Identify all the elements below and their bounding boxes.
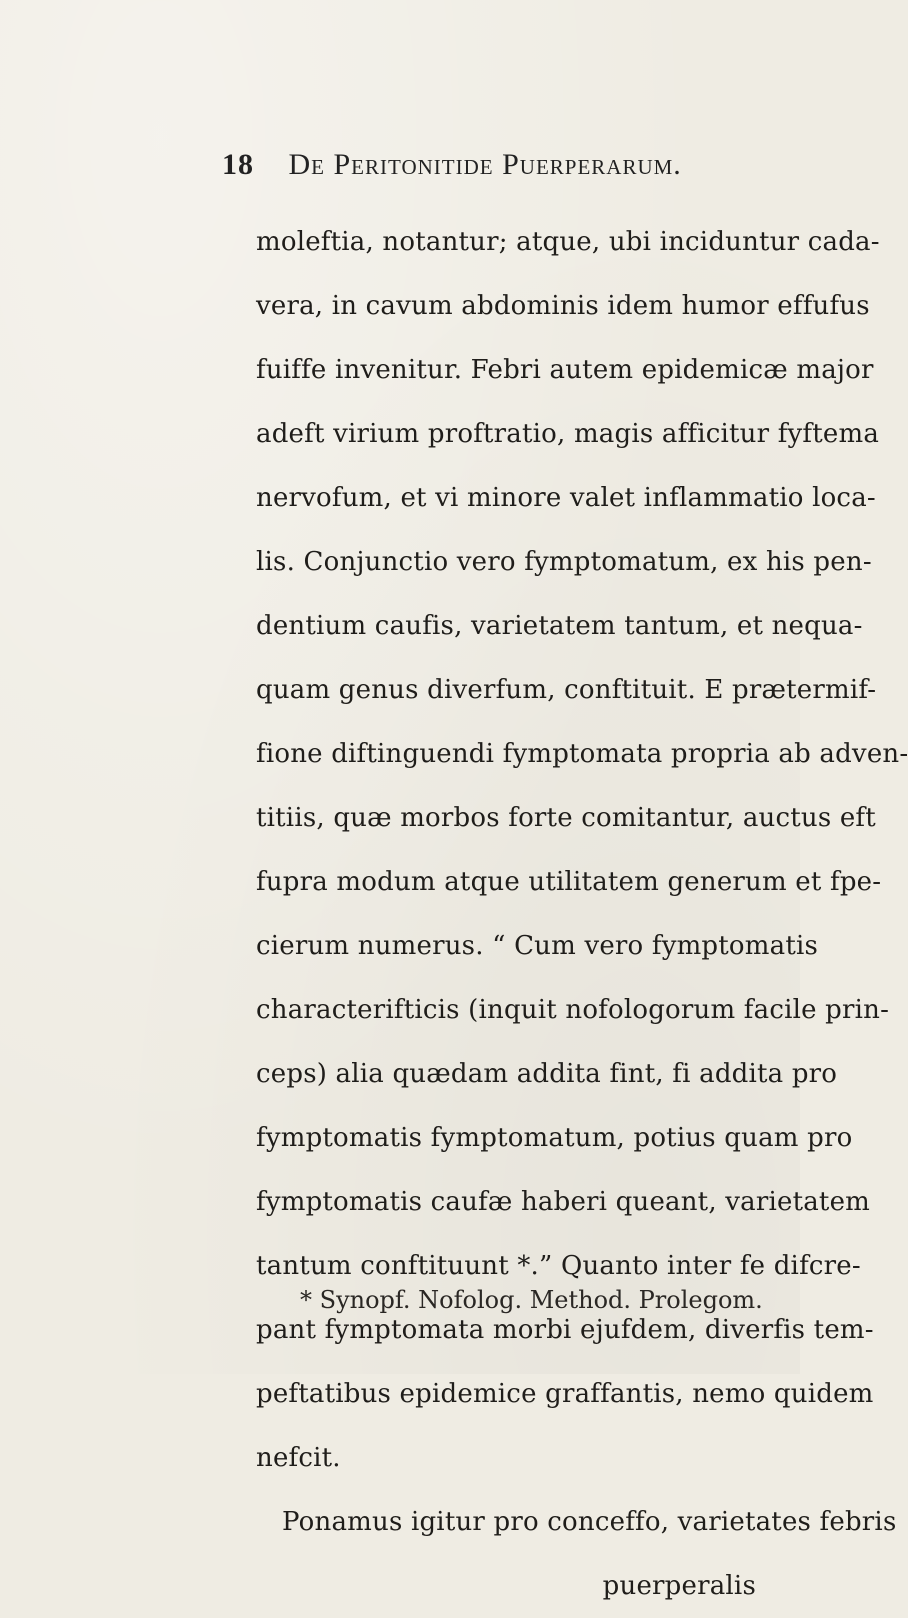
text-line: cierum numerus. “ Cum vero fymptomatis — [256, 931, 819, 961]
text-line: fione diftinguendi fymptomata propria ab adven- — [256, 739, 908, 769]
text-line: moleftia, notantur; atque, ubi inciduntur cada- — [256, 227, 880, 257]
text-line: fymptomatis fymptomatum, potius quam pro — [256, 1123, 853, 1153]
page-number: 18 — [222, 148, 254, 181]
text-line: adeft virium proftratio, magis afficitur fyftema — [256, 419, 880, 449]
text-line: lis. Conjunctio vero fymptomatum, ex his pen- — [256, 547, 872, 577]
body-text — [256, 210, 908, 1618]
catchword-line: puerperalis — [602, 1571, 756, 1601]
text-line: tantum conftituunt *.” Quanto inter fe difcre- — [256, 1251, 861, 1281]
text-line: vera, in cavum abdominis idem humor effufus — [256, 291, 870, 321]
text-line: titiis, quæ morbos forte comitantur, auctus eft — [256, 803, 876, 833]
text-line: pant fymptomata morbi ejufdem, diverfis tem- — [256, 1315, 874, 1345]
text-line: fymptomatis caufæ haberi queant, varietatem — [256, 1187, 871, 1217]
page-header — [222, 148, 742, 184]
text-line: fupra modum atque utilitatem generum et fpe- — [256, 867, 882, 897]
text-line: ceps) alia quædam addita fint, fi addita pro — [256, 1059, 838, 1089]
footnote: * Synopf. Nofolog. Method. Prolegom. — [300, 1286, 763, 1314]
text-line: Ponamus igitur pro conceffo, varietates febris — [282, 1507, 897, 1537]
text-line: characterifticis (inquit nofologorum facile prin- — [256, 995, 890, 1025]
text-line: nervofum, et vi minore valet inflammatio loca- — [256, 483, 876, 513]
text-line: dentium caufis, varietatem tantum, et nequa- — [256, 611, 863, 641]
text-line: nefcit. — [256, 1443, 341, 1473]
text-line: peftatibus epidemice graffantis, nemo quidem — [256, 1379, 874, 1409]
running-title: De Peritonitide Puerperarum. — [288, 148, 682, 181]
text-line: fuiffe invenitur. Febri autem epidemicæ major — [256, 355, 874, 385]
text-line: quam genus diverfum, conftituit. E prætermif- — [256, 675, 877, 705]
